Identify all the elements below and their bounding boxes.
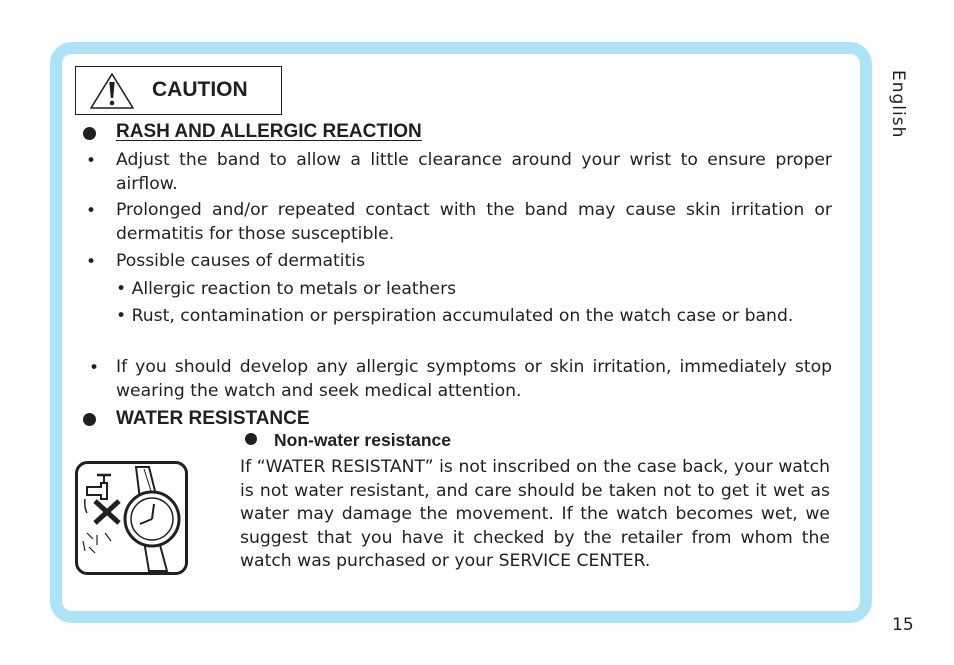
warning-triangle-icon [89,72,135,110]
list-item: Adjust the band to allow a little clearance around your wrist to ensure proper airflow. [116,150,832,194]
section-bullet [83,127,96,140]
sub-bullet [245,433,257,445]
list-bullet: • [86,201,97,221]
caution-box [75,66,282,115]
list-bullet: • [86,151,97,171]
cause-item: • Rust, contamination or perspiration accumulated on the watch case or band. [116,306,794,326]
cause-item: • Allergic reaction to metals or leathers [116,279,457,299]
water-heading: WATER RESISTANCE [116,408,310,429]
language-tab: English [888,70,908,139]
no-water-watch-icon [75,461,188,575]
rash-heading: RASH AND ALLERGIC REACTION [116,121,422,142]
non-water-heading: Non-water resistance [274,430,452,450]
list-bullet: • [89,358,100,378]
water-body: If “WATER RESISTANT” is not inscribed on the case back, your watch is not water resistant, and care should be taken not to get it wet as water may damage the movement. If the watch becomes wet, we suggest that you have it checked by the retailer from whom the watch was purchased or your SERVICE CENTER. [240,457,830,571]
section-bullet [83,413,96,426]
list-item: Prolonged and/or repeated contact with the band may cause skin irritation or dermatitis for those susceptible. [116,200,832,244]
list-item: Possible causes of dermatitis [116,251,366,271]
caution-label: CAUTION [152,78,248,101]
page-number: 15 [892,615,914,635]
list-item: If you should develop any allergic symptoms or skin irritation, immediately stop wearing the watch and seek medical attention. [116,357,832,401]
list-bullet: • [86,252,97,272]
